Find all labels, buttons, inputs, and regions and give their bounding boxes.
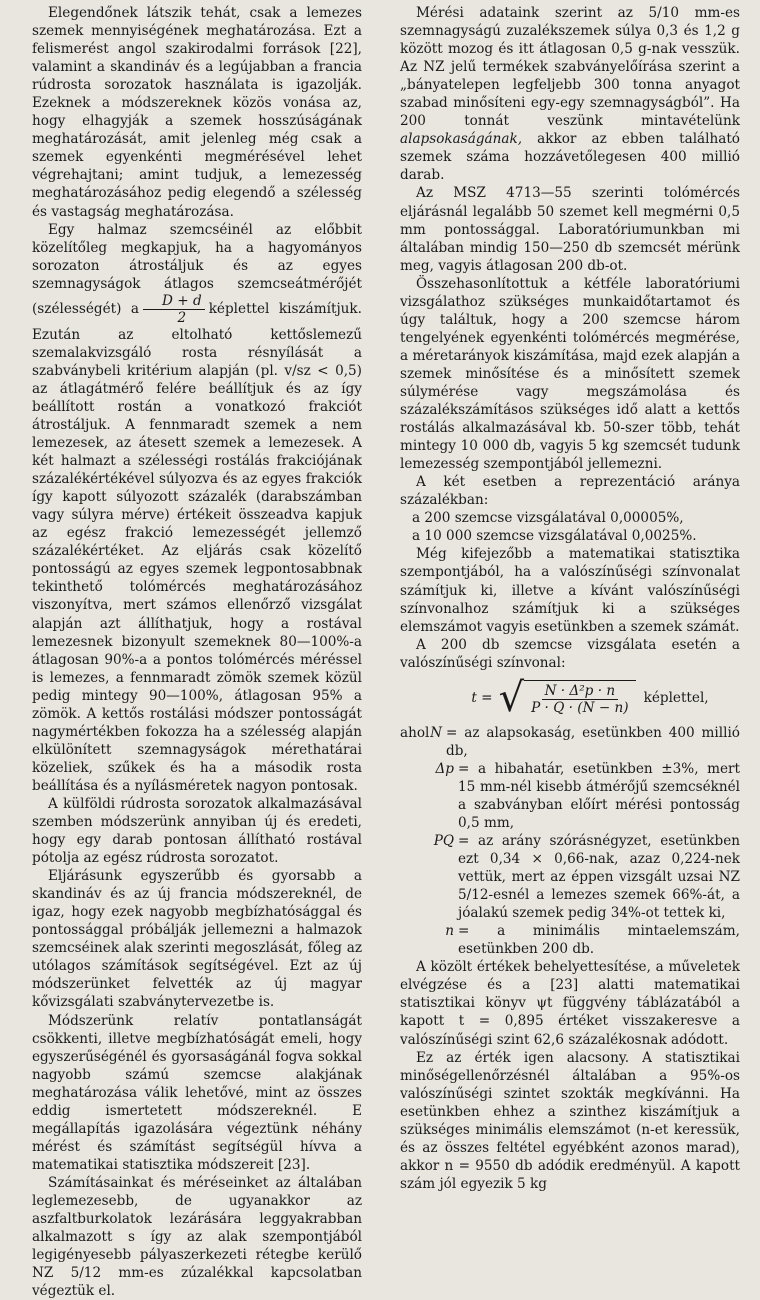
equation-lhs: t = <box>471 689 493 706</box>
mean-diameter-fraction <box>143 293 205 326</box>
paragraph: Még kifejezőbb a matematikai statisztika szempontjából, ha a valószínűségi színvonalat számítjuk ki, illetve a kívánt valószínűségi színvonalhoz számítjuk ki a szükséges elemszámot vagyis esetünkben a szemek számát. <box>400 546 740 635</box>
paragraph-text: akkor az ebben található szemek száma hozzávetőlegesen 400 millió darab. <box>400 131 740 184</box>
paragraph: Eljárásunk egyszerűbb és gyorsabb a skandináv és az új francia módszereknél, de igaz, hogy ezek nagyobb megbízhatósággal és pontossággal próbálják jellemezni a halmazok szemcséinek alak szerinti megoszlását, főleg az utólagos számítások segítségével. Ezt az új módszerünket felvették az új magyar kővizsgálati szabványtervezetbe is. <box>32 868 362 1011</box>
paragraph: A közölt értékek behelyettesítése, a műveletek elvégzése és a [23] alatti matematikai statisztikai könyv ψt függvény táblázatából a kapott t = 0,895 értéket visszakeresve a valószínűségi szint 62,6 százalékosnak adódott. <box>400 959 740 1048</box>
paragraph-text: képlettel kiszámítjuk. Ezután az eltolható kettőslemezű szemalakvizsgáló rosta résnyílását a szabványbeli kritérium alapján (pl. v/sz < 0,5) az átlagátmérő felére beállítjuk és az így beállított rostán a vonatkozó frakciót átrostáljuk. A fennmaradt szemek a nem lemezesek, az átesett szemek a lemezesek. A két halmazt a szélességi rostálás frakciójának százalékértékével súlyozva és az egyes frakciók így kapott súlyozott százalék (darabszámban vagy súlyra mérve) értékeit összeadva kapjuk az egész frakció lemezességét jellemző százalékértéket. Az eljárás csak közelítő pontosságú az egyes szemek legpontosabbnak tekinthető tolómércés meghatározásához viszonyítva, mert számos ellenőrző vizsgálat alapján azt állíthatjuk, hogy a rostával lemezesnek bizonyult szemeknek 80—100%-a átlagosan 90%-a a pontos tolómércés méréssel is lemezes, a fennmaradt zömök szemek közül pedig mintegy 90—100%, átlagosan 95% a zömök. A kettős rostálási módszer pontosságát nagymértékben fokozza ha a szélesség alapján elkülönített szemnagyságok mérethatárai közeliek, szűkek és ha a második rosta beállítása és a nyílásméretek nagyon pontosak. <box>32 300 362 794</box>
paragraph-text: Egy halmaz szemcséinél az előbbit közelítőleg megkapjuk, ha a hagyományos sorozaton átrostáljuk és az egyes szemnagyságok átlagos szemcseátmérőjét (szélességét) a <box>32 221 362 317</box>
paragraph: A külföldi rúdrosta sorozatok alkalmazásával szemben módszerünk annyiban új és eredeti, hogy egy darab pontosan állítható rostával pótolja az egész rúdrosta sorozatot. <box>32 795 362 867</box>
fraction-denominator: 2 <box>177 309 187 326</box>
paragraph: Az MSZ 4713—55 szerinti tolómércés eljárásnál legalább 50 szemet kell megmérni 0,5 mm pontossággal. Laboratóriumunkban mi általában mindig 150—250 db szemcsét mérünk meg, vagyis átlagosan 200 db-ot. <box>400 185 740 274</box>
definition-text: = a minimális mintaelemszám, esetünkben 200 db. <box>458 923 740 958</box>
fraction-numerator: D + d <box>143 293 205 310</box>
definition-row <box>400 922 740 958</box>
paragraph: A két esetben a reprezentáció aránya százalékban: <box>400 474 740 509</box>
paragraph: Számításainkat és méréseinket az általában leglemezesebb, de ugyanakkor az aszfaltburkolatok lezárására leggyakrabban alkalmazott s így az alak szempontjából legigényesebb pályaszerkezeti rétegbe kerülő NZ 5/12 mm-es zúzalékkal kapcsolatban végeztük el. <box>32 1174 362 1300</box>
paragraph <box>400 4 740 184</box>
paragraph: Elegendőnek látszik tehát, csak a lemezes szemek mennyiségének meghatározása. Ezt a felismerést angol szakirodalmi források [22], valamint a skandináv és a legújabban a francia rúdrosta sorozatok használata is igazolják. Ezeknek a módszereknek közös vonása az, hogy elhagyják a szemek hosszúságának meghatározását, amit jelenleg még csak a szemek egyenkénti megmérésével lehet végrehajtani; amint tudjuk, a lemezesség meghatározásához pedig elegendő a szélesség és vastagság meghatározása. <box>32 5 362 220</box>
fraction-numerator: N · Δ²p · n <box>542 683 619 700</box>
paragraph: Módszerünk relatív pontatlanságát csökkenti, illetve megbízhatóságát emeli, hogy egyszerűségénél és gyorsaságánál fogva sokkal nagyobb számú szemcse alakjának meghatározása válik lehetővé, mint az összes eddig ismertetett módszereknél. E megállapítás igazolására végeztünk néhány mérést és számítást segítségül hívva a matematikai statisztika módszereit [23]. <box>32 1012 362 1173</box>
paragraph-with-formula <box>32 221 362 795</box>
equation-suffix: képlettel, <box>643 689 709 706</box>
definition-symbol: N <box>430 724 442 741</box>
paragraph: Ez az érték igen alacsony. A statisztikai minőségellenőrzésnél általában a 95%-os valószínűségi szintet szokták megkívánni. Ha esetünkben ehhez a szinthez kiszámítjuk a szükséges minimális elemszámot (n-et keressük, és az összes feltétel egyébként azonos marad), akkor n = 9550 db adódik eredményül. A kapott szám jól egyezik 5 kg <box>400 1049 740 1192</box>
definition-text: = a hibahatár, esetünkben ±3%, mert 15 mm-nél kisebb átmérőjű szemcséknél a szabványban előírt mérési pontosság 0,5 mm, <box>458 760 740 831</box>
square-root <box>498 674 636 721</box>
equation-fraction <box>528 683 632 716</box>
left-column <box>32 4 362 1300</box>
paragraph: A 200 db szemcse vizsgálata esetén a valószínűségi színvonal: <box>400 636 740 671</box>
definition-row <box>400 724 740 760</box>
definition-row <box>400 760 740 832</box>
radical-sign: √ <box>498 674 525 721</box>
fraction-denominator: P · Q · (N − n) <box>531 699 629 716</box>
ratio-line: a 10 000 szemcse vizsgálatával 0,0025%. <box>412 528 697 545</box>
paragraph: Összehasonlítottuk a kétféle laboratóriumi vizsgálathoz szükséges munkaidőtartamot és úgy találtuk, hogy a 200 szemcse három tengelyének egyenkénti tolómércés megmérése, a méretarányok kiszámítása, majd ezek alapján a szemek minősítése és a minősített szemek súlymérése vagy megszámolása és százalékszámításos szükséges idő alatt a kettős rostálás alkalmazásával kb. 50-szer több, tehát mintegy 10 000 db, vagyis 5 kg szemcsét tudunk lemezesség szempontjából jellemezni. <box>400 275 740 473</box>
definition-text: = az arány szórásnégyzet, esetünkben ezt 0,34 × 0,66-nak, azaz 0,224-nek vettük, mert az éppen vizsgált uzsai NZ 5/12-esnél a lemezes szemek 66%-át, a jóalakú szemek pedig 34%-ot tettek ki, <box>458 833 740 922</box>
right-column <box>400 4 740 1193</box>
definition-symbol: n <box>445 923 454 940</box>
probability-equation <box>440 674 740 721</box>
definition-symbol: PQ <box>433 833 454 850</box>
ratio-line: a 200 szemcse vizsgálatával 0,00005%, <box>412 510 684 527</box>
definition-symbol: Δp <box>435 760 454 777</box>
definition-text: = az alapsokaság, esetünkben 400 millió db, <box>446 724 740 759</box>
radicand <box>524 680 636 716</box>
paragraph-text: Mérési adataink szerint az 5/10 mm-es szemnagyságú zuzalékszemek súlya 0,3 és 1,2 g között mozog és itt átlagosan 0,5 g-nak vesszük. Az NZ jelű termékek szabványelőírása szerint a „bányatelepen legfeljebb 300 tonna anyagot szabad minősíteni egy-egy szemnagyságból”. Ha 200 tonnát veszünk mintavételünk <box>400 5 740 130</box>
definition-row <box>400 832 740 922</box>
definition-intro: ahol <box>400 724 430 741</box>
emphasized-term: alapsokaságának, <box>400 131 523 148</box>
